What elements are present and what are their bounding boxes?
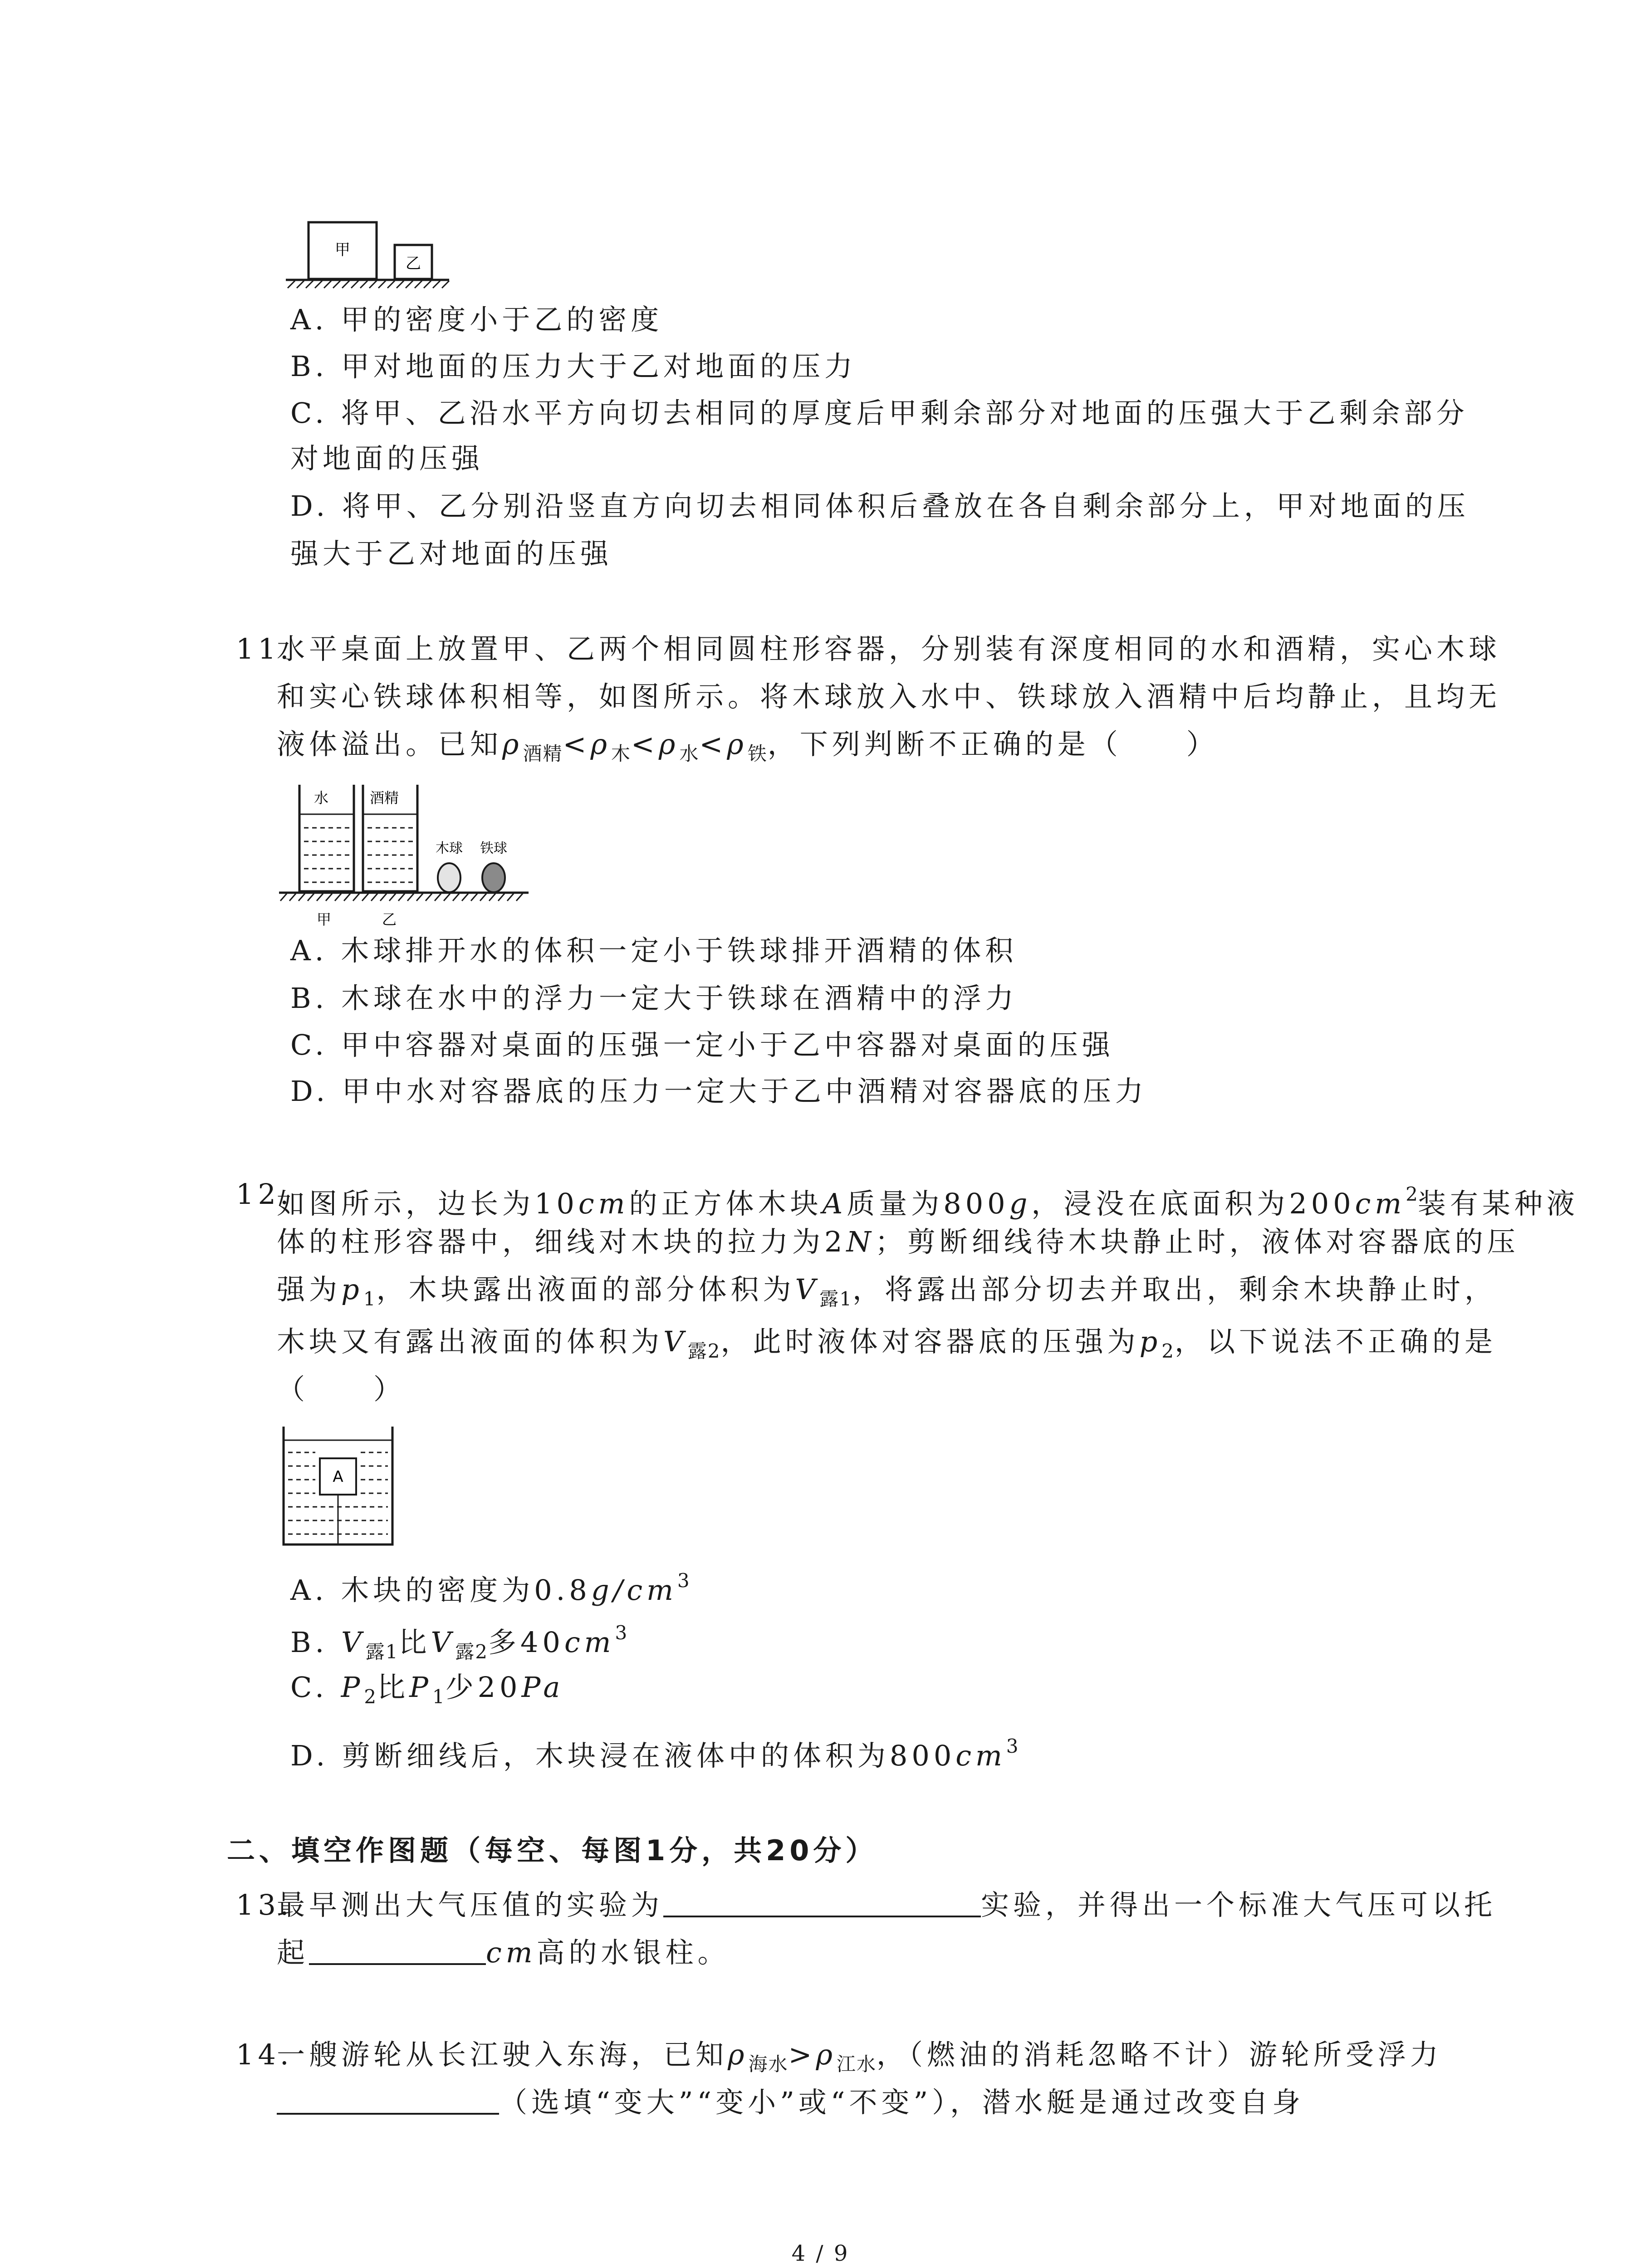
page-number: 4 / 9 <box>791 2241 850 2266</box>
q12-option-c: C. $P_2$比$P_1$少20Pa <box>290 1671 564 1708</box>
q12-line-1: 如图所示，边长为10cm的正方体木块A质量为800g，浸没在底面积为$200cm^2$装有某种液 <box>277 1183 1579 1220</box>
q11-figure <box>277 780 531 930</box>
q11-option-a: A. 木球排开水的体积一定小于铁球排开酒精的体积 <box>290 934 1018 967</box>
q12-line-5: （ ） <box>277 1373 406 1406</box>
q12-option-b: B. $V_{露1}$比$V_{露2}$多$40cm^3$ <box>290 1622 627 1663</box>
q10-option-c: C. 将甲、乙沿水平方向切去相同的厚度后甲剩余部分对地面的压强大于乙剩余部分 <box>290 396 1469 430</box>
wood-ball <box>438 863 460 892</box>
q10-option-a: A. 甲的密度小于乙的密度 <box>290 303 663 336</box>
q10-option-d-cont: 强大于乙对地面的压强 <box>290 537 613 570</box>
section-title: 二、填空作图题（每空、每图1分，共20分） <box>227 1834 878 1867</box>
label-iron-ball: 铁球 <box>480 841 507 856</box>
q11-line-3: 液体溢出。已知$\rho_{酒精}<\rho_木<\rho_水<\rho_铁$，下列判断不正确的是（ ） <box>277 728 1219 765</box>
q11-line-1: 水平桌面上放置甲、乙两个相同圆柱形容器，分别装有深度相同的水和酒精，实心木球 <box>277 632 1501 665</box>
q13-blank-2[interactable] <box>309 1936 486 1965</box>
q12-option-a: A. 木块的密度为$0.8g/cm^3$ <box>290 1569 690 1607</box>
label-a: A <box>333 1468 343 1486</box>
q11-option-b: B. 木球在水中的浮力一定大于铁球在酒精中的浮力 <box>290 982 1018 1015</box>
q11-option-c: C. 甲中容器对桌面的压强一定小于乙中容器对桌面的压强 <box>290 1028 1114 1061</box>
q12-line-3: 强为$p_1$，木块露出液面的部分体积为$V_{露1}$，将露出部分切去并取出，剩余木块静止时， <box>277 1273 1497 1310</box>
label-jia: 甲 <box>317 911 332 928</box>
q12-number: 12. <box>236 1178 293 1211</box>
q13-blank-1[interactable] <box>663 1888 981 1917</box>
q14-line-2: （选填“变大”“变小”或“不变”），潜水艇是通过改变自身 <box>277 2084 1304 2121</box>
q10-option-b: B. 甲对地面的压力大于乙对地面的压力 <box>290 350 857 383</box>
q13-line-1: 最早测出大气压值的实验为 实验，并得出一个标准大气压可以托 <box>277 1888 1497 1921</box>
label-water: 水 <box>314 789 329 807</box>
q12-option-d: D. 剪断细线后，木块浸在液体中的体积为$800cm^3$ <box>290 1735 1019 1772</box>
label-jia: 甲 <box>335 241 350 259</box>
iron-ball <box>482 863 505 892</box>
table-hatch <box>280 894 523 901</box>
q12-line-4: 木块又有露出液面的体积为$V_{露2}$，此时液体对容器底的压强为$p_2$，以下说法不正确的是 <box>277 1325 1497 1362</box>
label-yi: 乙 <box>406 254 421 273</box>
q10-option-d: D. 将甲、乙分别沿竖直方向切去相同体积后叠放在各自剩余部分上，甲对地面的压 <box>290 489 1470 523</box>
q14-blank-1[interactable] <box>277 2086 499 2115</box>
q12-figure <box>277 1424 404 1551</box>
q10-option-c-cont: 对地面的压强 <box>290 442 484 475</box>
q12-line-2: 体的柱形容器中，细线对木块的拉力为2N；剪断细线待木块静止时，液体对容器底的压 <box>277 1225 1519 1258</box>
label-wood-ball: 木球 <box>436 841 463 856</box>
q14-line-1: 一艘游轮从长江驶入东海，已知$\rho_{海水}>\rho_{江水}$，（燃油的消耗忽略不计）游轮所受浮力 <box>277 2038 1442 2075</box>
label-yi: 乙 <box>382 911 397 928</box>
q11-option-d: D. 甲中水对容器底的压力一定大于乙中酒精对容器底的压力 <box>290 1075 1147 1108</box>
q10-figure <box>281 218 454 290</box>
q13-line-2: 起 cm高的水银柱。 <box>277 1936 730 1969</box>
label-alcohol: 酒精 <box>370 789 399 807</box>
alcohol-liquid <box>367 828 413 882</box>
q14-number: 14. <box>236 2038 293 2071</box>
water-liquid <box>304 828 349 882</box>
q11-number: 11. <box>236 632 293 665</box>
q11-line-2: 和实心铁球体积相等，如图所示。将木球放入水中、铁球放入酒精中后均静止，且均无 <box>277 680 1501 713</box>
q13-number: 13. <box>236 1888 293 1921</box>
ground-hatch <box>288 281 449 288</box>
